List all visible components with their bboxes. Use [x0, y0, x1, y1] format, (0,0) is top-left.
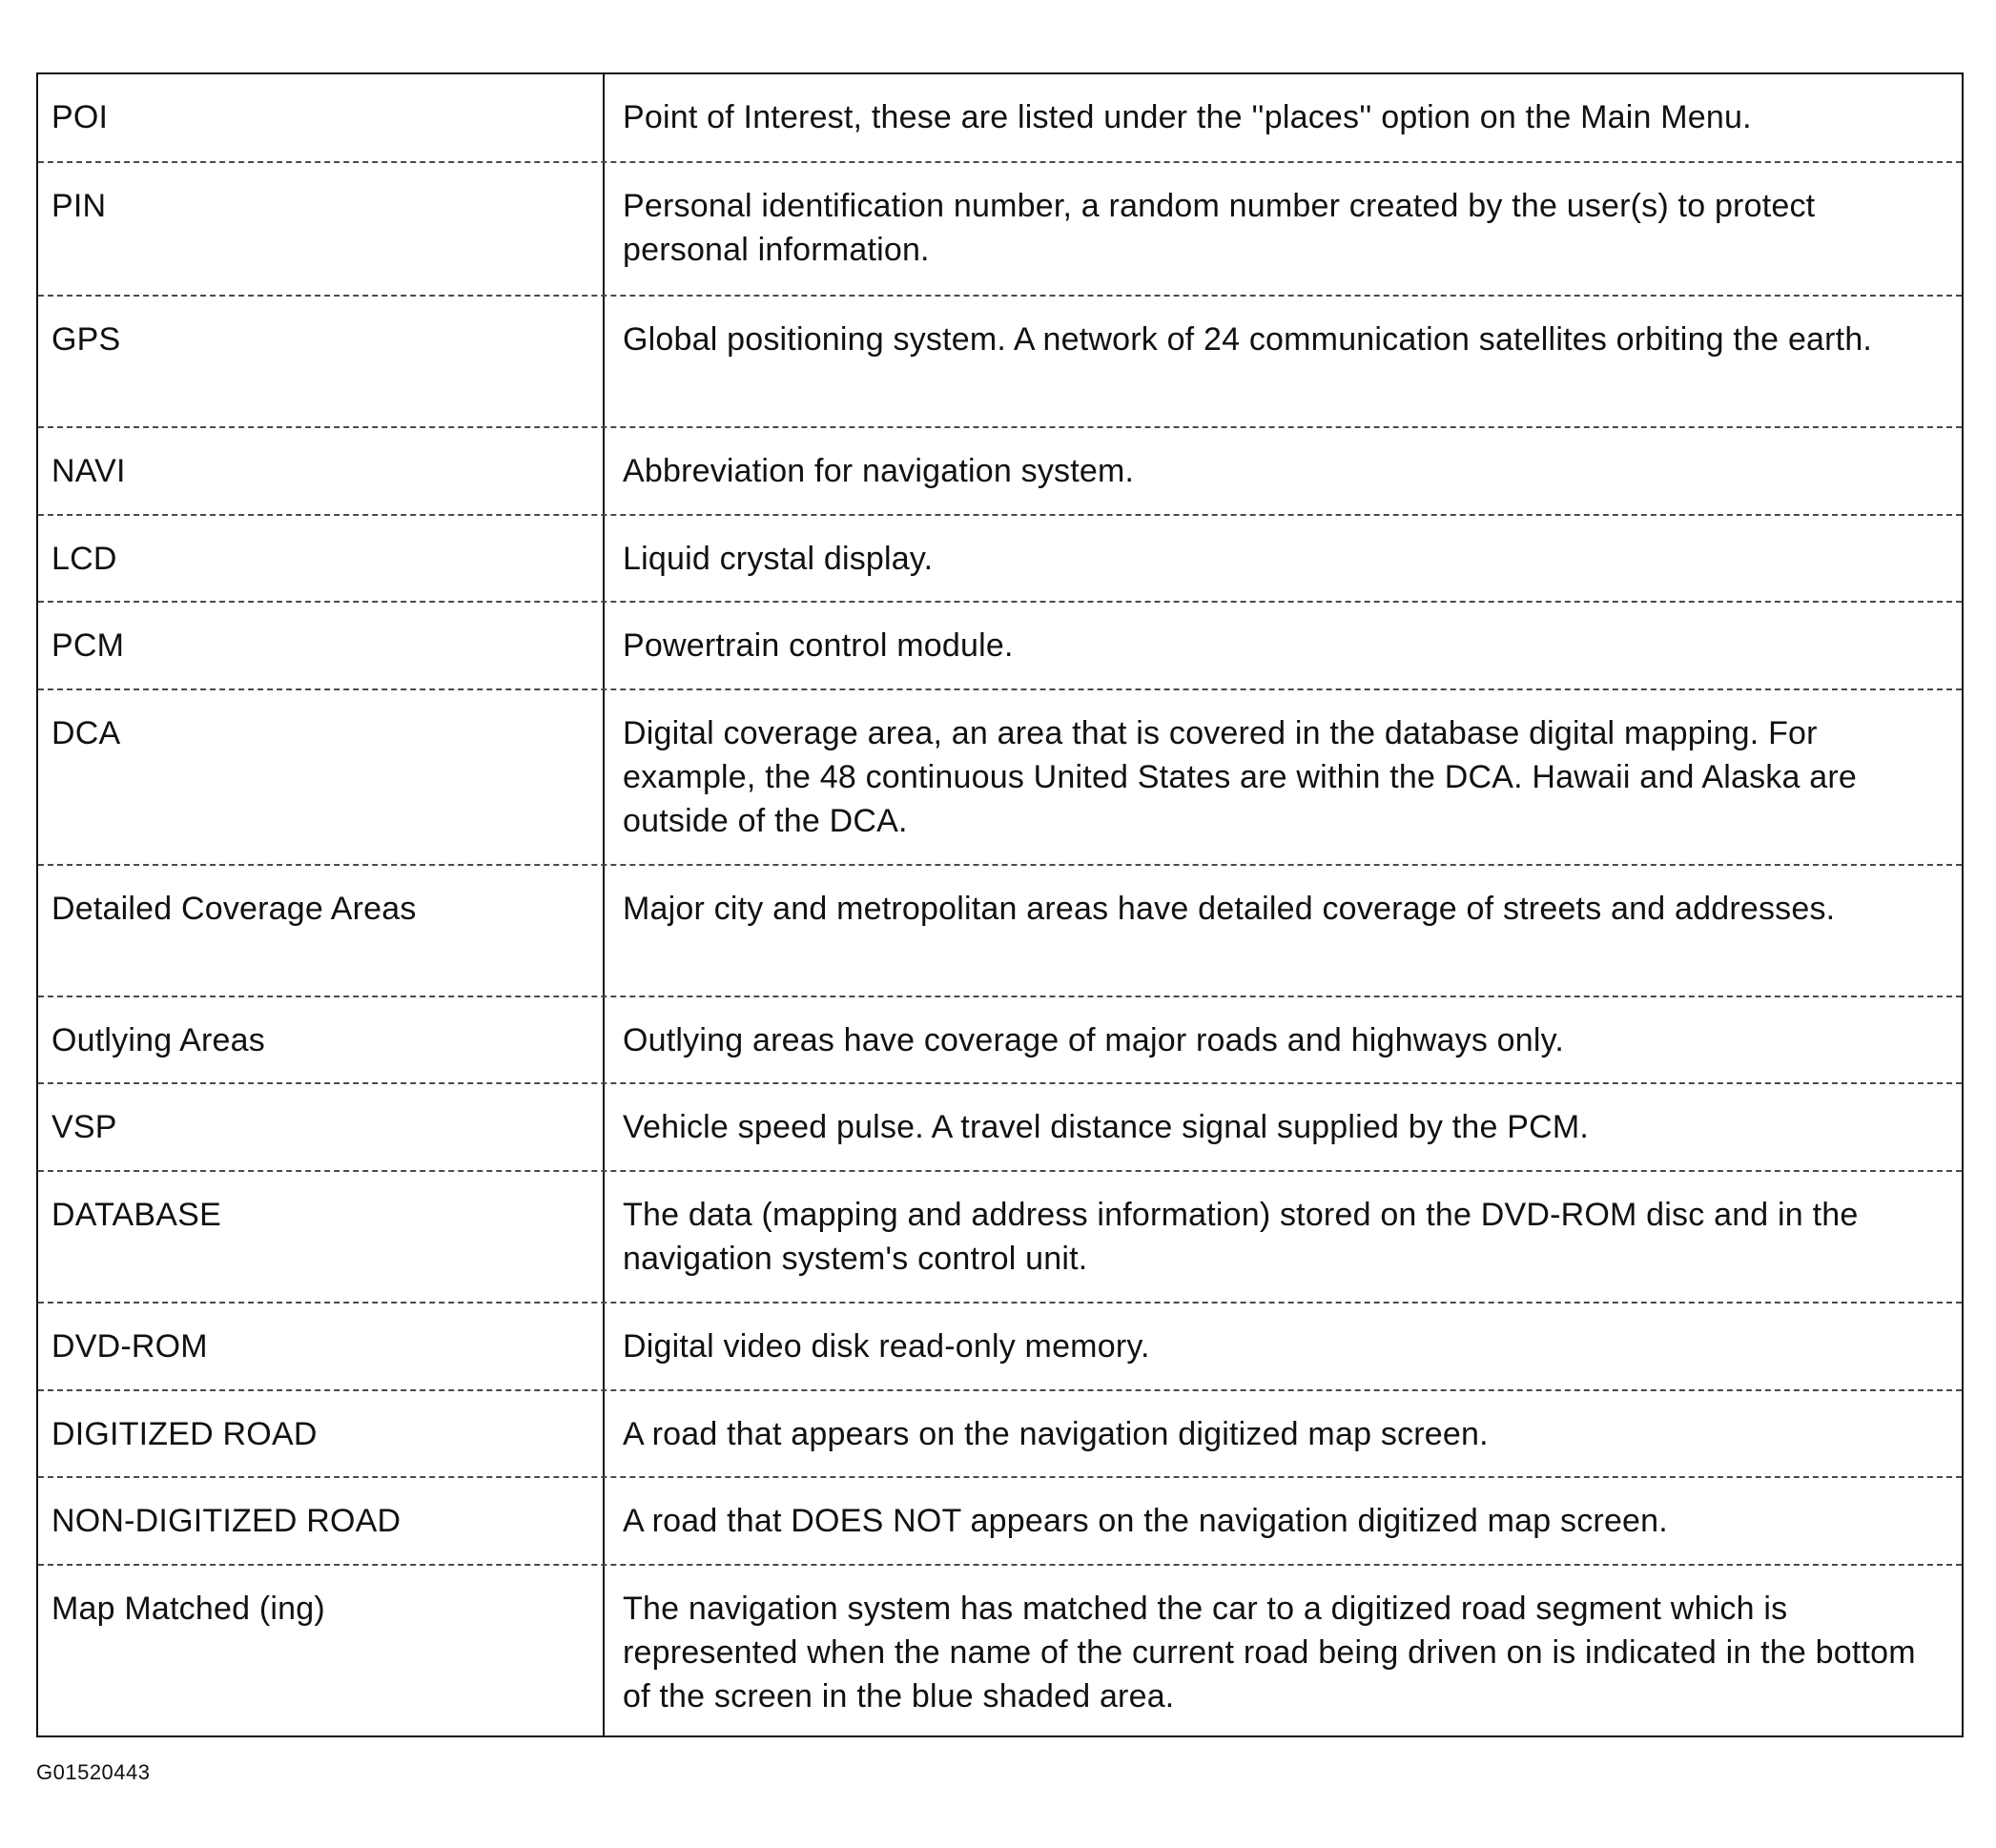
term-cell: Detailed Coverage Areas — [38, 866, 605, 996]
term-cell: VSP — [38, 1084, 605, 1170]
term-cell: LCD — [38, 516, 605, 601]
definition-cell: Point of Interest, these are listed under the ''places'' option on the Main Menu. — [623, 99, 1752, 135]
table-row — [38, 514, 1962, 601]
definition-cell: Major city and metropolitan areas have detailed coverage of streets and addresses. — [623, 891, 1836, 927]
table-row — [38, 1564, 1962, 1735]
term-cell: DATABASE — [38, 1172, 605, 1302]
table-row — [38, 295, 1962, 426]
term-cell: GPS — [38, 297, 605, 426]
table-row — [38, 426, 1962, 514]
table-row — [38, 688, 1962, 864]
table-row — [38, 1170, 1962, 1302]
definition-cell: Digital video disk read-only memory. — [623, 1328, 1150, 1365]
term-cell: NON-DIGITIZED ROAD — [38, 1478, 605, 1564]
table-row — [38, 74, 1962, 161]
term-cell: PIN — [38, 163, 605, 295]
figure-id: G01520443 — [36, 1760, 151, 1784]
table-row — [38, 996, 1962, 1082]
term-cell: PCM — [38, 603, 605, 688]
table-row — [38, 1082, 1962, 1170]
definition-cell: Powertrain control module. — [623, 627, 1014, 664]
term-cell: NAVI — [38, 428, 605, 514]
glossary-table — [36, 72, 1964, 1737]
definition-cell: Outlying areas have coverage of major roads and highways only. — [623, 1022, 1564, 1058]
table-row — [38, 1476, 1962, 1564]
definition-cell: Abbreviation for navigation system. — [623, 453, 1135, 489]
definition-cell: The data (mapping and address information) stored on the DVD-ROM disc and in the navigation system's control unit. — [623, 1197, 1859, 1277]
term-cell: DVD-ROM — [38, 1304, 605, 1389]
term-cell: DCA — [38, 690, 605, 864]
definition-cell: Personal identification number, a random number created by the user(s) to protect personal information. — [623, 188, 1816, 268]
definition-cell: Liquid crystal display. — [623, 541, 934, 577]
term-cell: Outlying Areas — [38, 997, 605, 1082]
term-cell: Map Matched (ing) — [38, 1566, 605, 1735]
table-row — [38, 161, 1962, 295]
term-cell: DIGITIZED ROAD — [38, 1391, 605, 1476]
definition-cell: A road that appears on the navigation digitized map screen. — [623, 1416, 1489, 1452]
term-cell: POI — [38, 74, 605, 161]
table-row — [38, 1389, 1962, 1476]
definition-cell: Digital coverage area, an area that is covered in the database digital mapping. For example, the 48 continuous United States are within the DCA. Hawaii and Alaska are outside of the DCA. — [623, 715, 1858, 839]
definition-cell: The navigation system has matched the car to a digitized road segment which is represented when the name of the current road being driven on is indicated in the bottom of the screen in the blue shaded area. — [623, 1591, 1916, 1715]
definition-cell: A road that DOES NOT appears on the navigation digitized map screen. — [623, 1503, 1668, 1539]
table-row — [38, 601, 1962, 688]
definition-cell: Vehicle speed pulse. A travel distance signal supplied by the PCM. — [623, 1109, 1590, 1145]
definition-cell: Global positioning system. A network of 24 communication satellites orbiting the earth. — [623, 321, 1873, 358]
table-row — [38, 1302, 1962, 1389]
table-row — [38, 864, 1962, 996]
